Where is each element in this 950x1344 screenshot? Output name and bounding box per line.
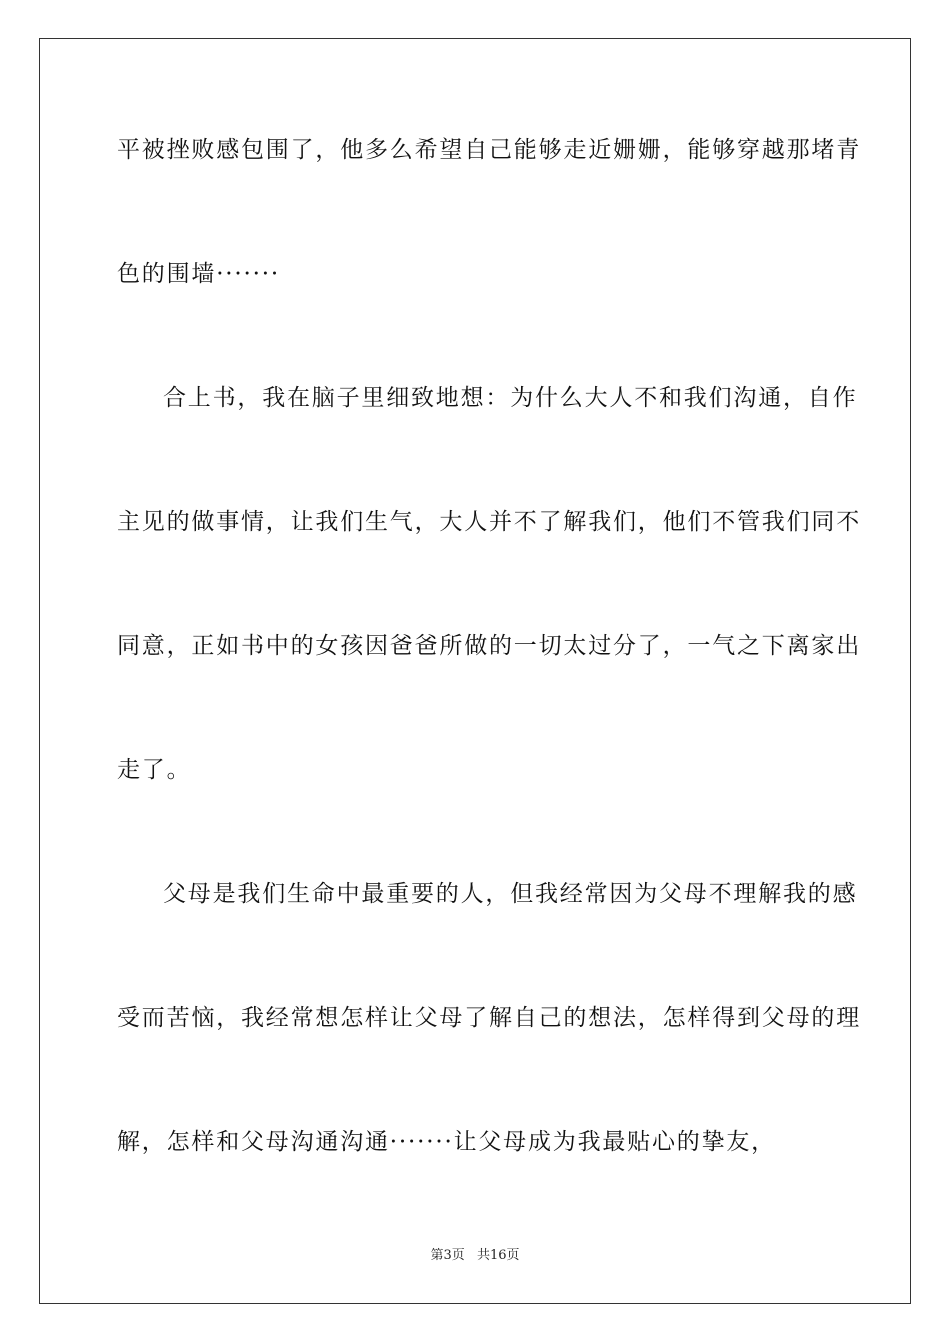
page-total: 共16页	[476, 1248, 520, 1263]
text-line-4: 主见的做事情，让我们生气，大人并不了解我们，他们不管我们同不	[117, 509, 861, 535]
text-line-7: 父母是我们生命中最重要的人，但我经常因为父母不理解我的感	[163, 881, 858, 907]
text-line-9: 解，怎样和父母沟通沟通·······让父母成为我最贴心的挚友，	[117, 1129, 776, 1155]
page-border	[39, 38, 911, 1304]
text-line-3: 合上书，我在脑子里细致地想：为什么大人不和我们沟通，自作	[163, 385, 858, 411]
text-line-2: 色的围墙·······	[117, 261, 280, 287]
page-footer	[0, 1247, 950, 1265]
text-line-5: 同意，正如书中的女孩因爸爸所做的一切太过分了，一气之下离家出	[117, 633, 861, 659]
page-number: 第3页	[430, 1248, 465, 1263]
text-line-8: 受而苦恼，我经常想怎样让父母了解自己的想法，怎样得到父母的理	[117, 1005, 861, 1031]
text-line-6: 走了。	[117, 757, 192, 783]
text-line-1: 平被挫败感包围了，他多么希望自己能够走近姗姗，能够穿越那堵青	[117, 137, 861, 163]
